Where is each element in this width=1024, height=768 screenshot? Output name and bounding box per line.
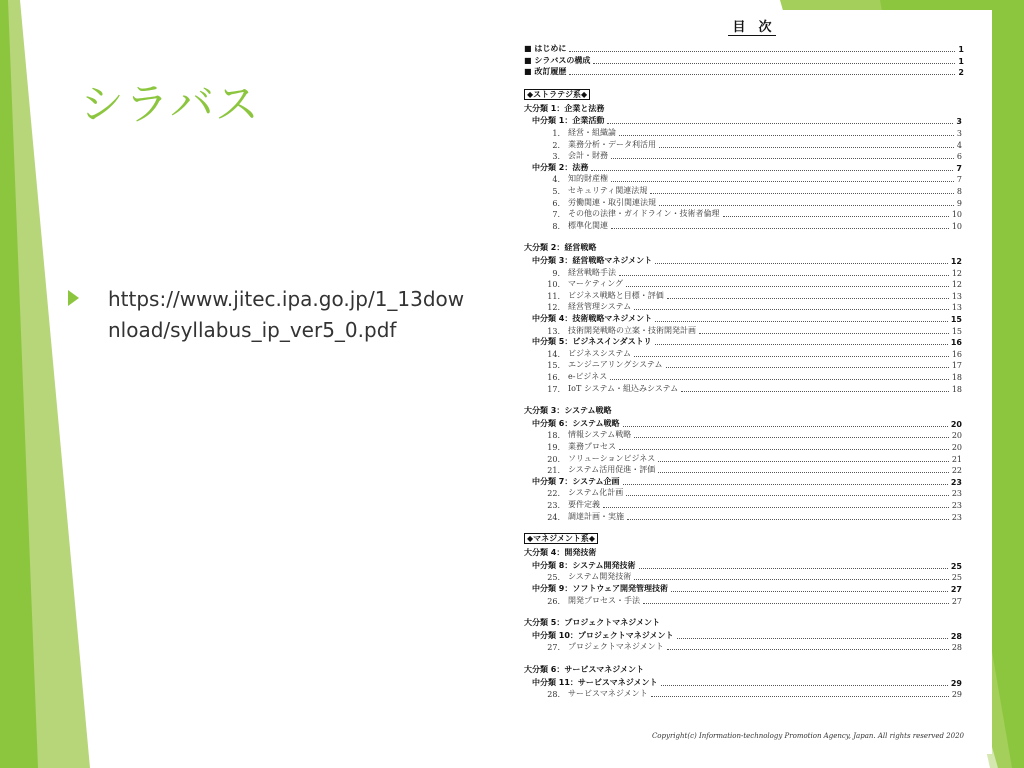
leader-dots xyxy=(626,285,949,287)
entry-page: 17 xyxy=(951,361,962,371)
entry-number: 18. xyxy=(547,431,560,441)
entry-number: 10. xyxy=(547,280,560,290)
entry-number: 16. xyxy=(547,373,560,382)
toc-item-entry xyxy=(540,138,962,150)
major-category: 大分類 3：システム戦略 xyxy=(524,406,612,416)
entry-number: 26. xyxy=(547,596,560,606)
toc-intro-entry xyxy=(524,54,964,66)
mid-category-entry xyxy=(532,629,962,641)
entry-title: システム開発技術 xyxy=(568,572,632,582)
toc-item-entry xyxy=(540,149,962,161)
toc-item-entry xyxy=(540,219,962,231)
toc-item-entry xyxy=(540,196,962,208)
leader-dots xyxy=(591,169,953,171)
entry-page: 21 xyxy=(951,454,962,464)
entry-title: 業務プロセス xyxy=(568,442,616,451)
entry-number: 24. xyxy=(547,512,560,522)
leader-dots xyxy=(650,192,954,194)
mid-category-entry xyxy=(532,417,962,429)
entry-page: 1 xyxy=(958,56,964,66)
toc-item-entry xyxy=(540,452,962,464)
leader-dots xyxy=(623,483,948,485)
toc-item-entry xyxy=(540,358,962,370)
leader-dots xyxy=(661,684,948,686)
toc-item-entry xyxy=(540,687,962,699)
entry-page: 23 xyxy=(951,512,962,522)
entry-number: 20. xyxy=(547,454,560,464)
entry-title: 調達計画・実施 xyxy=(568,511,624,521)
toc-item-entry xyxy=(540,382,962,394)
leader-dots xyxy=(658,460,949,462)
syllabus-toc-page xyxy=(512,10,992,754)
toc-title: 目 次 xyxy=(512,16,992,35)
entry-page: 29 xyxy=(951,690,962,700)
toc-item-entry xyxy=(540,486,962,498)
mid-category-entry xyxy=(532,475,962,487)
entry-page: 27 xyxy=(951,596,962,606)
leader-dots xyxy=(610,378,949,380)
entry-title: システム化計画 xyxy=(568,488,624,498)
leader-dots xyxy=(634,308,949,310)
major-category: 大分類 1：企業と法務 xyxy=(524,103,605,113)
entry-title: e-ビジネス xyxy=(568,372,608,381)
entry-page: 1 xyxy=(958,45,964,54)
entry-number: 28. xyxy=(547,690,560,700)
entry-title: 中分類 10：プロジェクトマネジメント xyxy=(532,630,674,640)
entry-title: 技術開発戦略の立案・技術開発計画 xyxy=(568,325,696,335)
entry-page: 23 xyxy=(951,489,962,499)
entry-number: 25. xyxy=(547,573,560,583)
entry-page: 28 xyxy=(951,643,962,653)
entry-title: IoT システム・組込みシステム xyxy=(568,383,679,393)
entry-page: 3 xyxy=(956,117,962,127)
entry-page: 27 xyxy=(950,585,962,594)
toc-item-entry xyxy=(540,440,962,452)
leader-dots xyxy=(658,471,949,473)
major-category: 大分類 5：プロジェクトマネジメント xyxy=(524,618,660,628)
entry-page: 18 xyxy=(951,373,962,382)
entry-title: 中分類 9：ソフトウェア開発管理技術 xyxy=(532,584,669,593)
entry-page: 28 xyxy=(950,631,962,641)
mid-category-entry xyxy=(532,254,962,266)
entry-page: 29 xyxy=(950,678,962,688)
entry-title: 労働関連・取引関連法規 xyxy=(568,197,656,207)
entry-title: 経営戦略手法 xyxy=(568,267,616,277)
mid-category-entry xyxy=(532,312,962,324)
entry-title: マーケティング xyxy=(568,279,624,289)
leader-dots xyxy=(643,602,949,604)
toc-item-entry xyxy=(540,463,962,475)
entry-number: 19. xyxy=(547,443,560,452)
leader-dots xyxy=(634,578,949,580)
entry-page: 4 xyxy=(956,140,962,150)
entry-number: 9. xyxy=(552,268,560,278)
leader-dots xyxy=(607,122,953,124)
entry-number: 12. xyxy=(547,303,560,313)
mid-category-entry xyxy=(532,559,962,571)
entry-title: システム活用促進・評価 xyxy=(568,465,656,475)
entry-title: 知的財産権 xyxy=(568,174,608,184)
entry-page: 15 xyxy=(950,315,962,324)
toc-item-entry xyxy=(540,277,962,289)
major-category: 大分類 4：開発技術 xyxy=(524,548,597,558)
entry-title: サービスマネジメント xyxy=(568,689,648,699)
entry-page: 12 xyxy=(950,257,962,266)
entry-number: 23. xyxy=(547,501,560,510)
toc-item-entry xyxy=(540,289,962,301)
leader-dots xyxy=(634,436,949,438)
leader-dots xyxy=(619,448,949,450)
entry-title: エンジニアリングシステム xyxy=(568,360,663,370)
leader-dots xyxy=(639,567,948,569)
leader-dots xyxy=(611,157,954,159)
mid-category-entry xyxy=(532,582,962,594)
entry-number: 15. xyxy=(547,361,560,371)
entry-number: 2. xyxy=(552,140,560,150)
entry-number: 4. xyxy=(552,175,560,185)
syllabus-url-link[interactable]: https://www.jitec.ipa.go.jp/1_13download/syllabus_ip_ver5_0.pdf xyxy=(108,287,465,342)
entry-page: 6 xyxy=(956,152,962,162)
leader-dots xyxy=(655,262,948,264)
entry-title: 中分類 6：システム戦略 xyxy=(532,418,620,428)
leader-dots xyxy=(611,227,949,229)
entry-title: 中分類 5：ビジネスインダストリ xyxy=(532,337,652,347)
entry-page: 22 xyxy=(951,466,962,476)
slide-title: シラバス xyxy=(80,79,260,130)
leader-dots xyxy=(667,648,949,650)
entry-page: 3 xyxy=(956,129,962,138)
toc-item-entry xyxy=(540,207,962,219)
entry-title: その他の法律・ガイドライン・技術者倫理 xyxy=(568,209,720,219)
toc-item-entry xyxy=(540,347,962,359)
section-heading-box: ◆マネジメント系◆ xyxy=(524,533,598,544)
entry-page: 20 xyxy=(950,419,962,429)
section-heading xyxy=(524,89,590,100)
entry-title: ビジネス戦略と目標・評価 xyxy=(568,290,664,300)
leader-dots xyxy=(666,366,949,368)
leader-dots xyxy=(603,506,949,508)
entry-page: 7 xyxy=(956,163,962,173)
entry-title: 中分類 4：技術戦略マネジメント xyxy=(532,314,653,323)
entry-page: 23 xyxy=(951,501,962,510)
leader-dots xyxy=(651,695,949,697)
entry-title: ビジネスシステム xyxy=(568,348,631,358)
toc-item-entry xyxy=(540,428,962,440)
entry-title: 標準化関連 xyxy=(568,220,608,230)
entry-number: 14. xyxy=(547,349,560,359)
entry-number: 1. xyxy=(552,129,560,138)
entry-title: ■ 改訂履歴 xyxy=(524,67,567,77)
leader-dots xyxy=(681,390,949,392)
leader-dots xyxy=(623,425,948,427)
entry-number: 6. xyxy=(552,198,560,208)
leader-dots xyxy=(667,297,949,299)
entry-title: セキュリティ関連法規 xyxy=(568,186,648,195)
entry-number: 8. xyxy=(552,221,560,231)
leader-dots xyxy=(611,180,954,182)
entry-title: 中分類 11：サービスマネジメント xyxy=(532,677,658,687)
entry-page: 8 xyxy=(956,187,962,196)
entry-title: ソリューションビジネス xyxy=(568,453,656,463)
entry-number: 27. xyxy=(547,643,560,653)
toc-item-entry xyxy=(540,266,962,278)
entry-number: 11. xyxy=(547,291,560,301)
entry-page: 10 xyxy=(951,221,962,231)
leader-dots xyxy=(569,73,955,75)
toc-item-entry xyxy=(540,510,962,522)
toc-item-entry xyxy=(540,324,962,336)
major-category: 大分類 6：サービスマネジメント xyxy=(524,665,644,674)
entry-page: 12 xyxy=(951,268,962,278)
entry-title: 中分類 3：経営戦略マネジメント xyxy=(532,256,653,265)
entry-page: 25 xyxy=(951,573,962,583)
entry-page: 12 xyxy=(951,280,962,290)
leader-dots xyxy=(655,343,948,345)
entry-number: 22. xyxy=(547,489,560,499)
entry-page: 13 xyxy=(951,303,962,313)
entry-page: 16 xyxy=(950,338,962,348)
leader-dots xyxy=(655,320,948,322)
entry-page: 7 xyxy=(956,175,962,185)
leader-dots xyxy=(619,134,954,136)
mid-category-entry xyxy=(532,676,962,688)
mid-category-entry xyxy=(532,335,962,347)
entry-title: 中分類 1：企業活動 xyxy=(532,116,605,126)
leader-dots xyxy=(593,62,955,64)
section-heading xyxy=(524,533,598,544)
entry-title: 経営管理システム xyxy=(568,302,632,312)
leader-dots xyxy=(671,590,948,592)
entry-page: 15 xyxy=(951,326,962,336)
entry-page: 13 xyxy=(951,291,962,301)
entry-page: 18 xyxy=(951,384,962,394)
toc-intro-entry xyxy=(524,65,964,77)
entry-title: 中分類 7：システム企画 xyxy=(532,476,620,486)
entry-title: 経営・組織論 xyxy=(568,128,616,137)
leader-dots xyxy=(659,146,954,148)
entry-title: 要件定義 xyxy=(568,500,600,509)
leader-dots xyxy=(634,355,949,357)
entry-page: 20 xyxy=(951,431,962,441)
toc-intro-entry xyxy=(524,42,964,54)
leader-dots xyxy=(699,332,949,334)
leader-dots xyxy=(659,204,954,206)
entry-number: 21. xyxy=(547,466,560,476)
entry-title: 会計・財務 xyxy=(568,151,608,161)
toc-item-entry xyxy=(540,300,962,312)
entry-number: 5. xyxy=(552,187,560,196)
entry-page: 20 xyxy=(951,443,962,452)
leader-dots xyxy=(626,494,949,496)
leader-dots xyxy=(619,274,949,276)
entry-page: 2 xyxy=(958,68,964,78)
entry-page: 23 xyxy=(950,477,962,487)
entry-title: 情報システム戦略 xyxy=(568,430,632,440)
entry-number: 7. xyxy=(552,210,560,220)
leader-dots xyxy=(569,50,955,52)
entry-number: 3. xyxy=(552,152,560,162)
leader-dots xyxy=(723,215,949,217)
bullet-list xyxy=(68,284,468,346)
entry-page: 9 xyxy=(956,198,962,208)
entry-number: 17. xyxy=(547,384,560,394)
entry-title: ■ はじめに xyxy=(524,44,567,53)
toc-item-entry xyxy=(540,172,962,184)
entry-number: 13. xyxy=(547,326,560,336)
toc-item-entry xyxy=(540,570,962,582)
toc-item-entry xyxy=(540,184,962,196)
entry-title: 開発プロセス・手法 xyxy=(568,595,640,605)
entry-title: ■ シラバスの構成 xyxy=(524,55,591,65)
mid-category-entry xyxy=(532,161,962,173)
entry-title: 中分類 8：システム開発技術 xyxy=(532,560,636,570)
leader-dots xyxy=(677,637,948,639)
entry-title: 業務分析・データ利活用 xyxy=(568,139,656,149)
toc-item-entry xyxy=(540,594,962,606)
entry-title: 中分類 2：法務 xyxy=(532,162,589,172)
toc-item-entry xyxy=(540,126,962,138)
major-category: 大分類 2：経営戦略 xyxy=(524,243,597,253)
mid-category-entry xyxy=(532,114,962,126)
entry-title: プロジェクトマネジメント xyxy=(568,642,664,652)
leader-dots xyxy=(627,518,949,520)
copyright-notice: Copyright(c) Information-technology Promotion Agency, Japan. All rights reserved 2020 xyxy=(651,732,964,740)
section-heading-box: ◆ストラテジ系◆ xyxy=(524,89,590,100)
toc-item-entry xyxy=(540,640,962,652)
entry-page: 10 xyxy=(951,210,962,220)
entry-page: 16 xyxy=(951,349,962,359)
toc-item-entry xyxy=(540,498,962,510)
bullet-arrow-icon xyxy=(68,290,79,306)
entry-page: 25 xyxy=(950,561,962,571)
toc-item-entry xyxy=(540,370,962,382)
